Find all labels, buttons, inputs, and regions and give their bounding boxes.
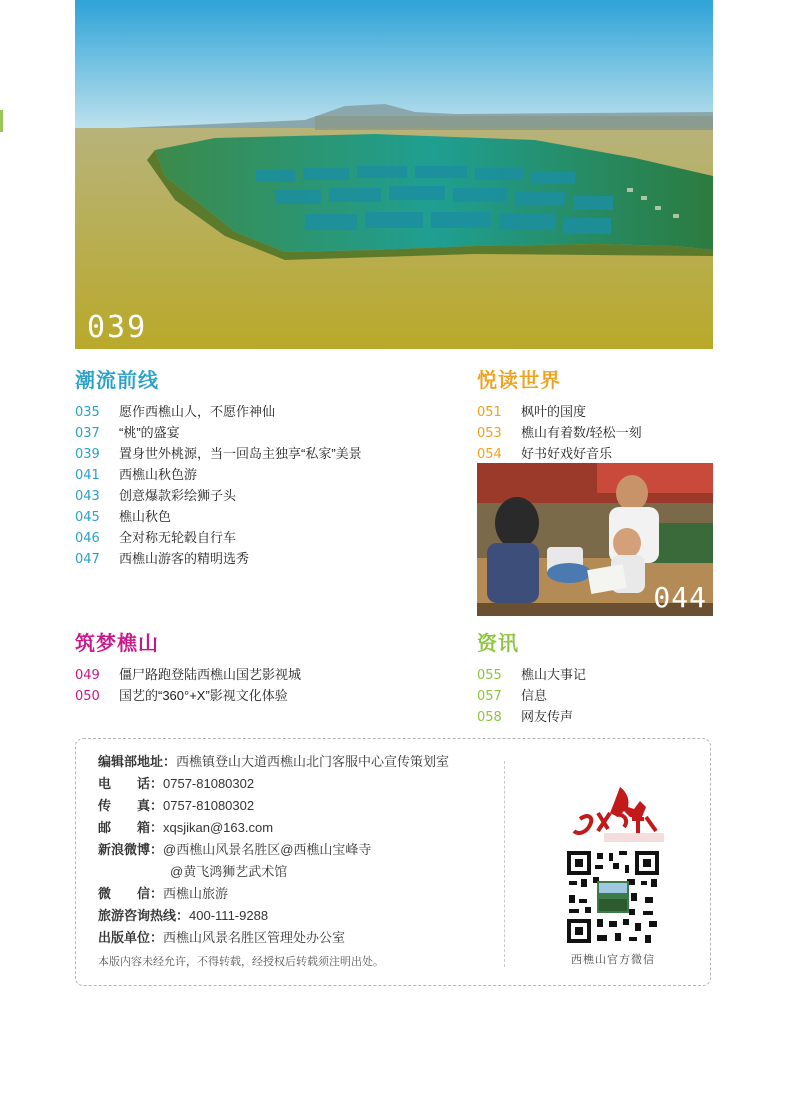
toc-title: 创意爆款彩绘狮子头 [119, 488, 237, 503]
weibo-value[interactable]: @西樵山风景名胜区@西樵山宝峰寺 [163, 842, 372, 857]
toc-item[interactable] [75, 664, 455, 685]
hotline-label: 旅游咨询热线： [98, 908, 190, 923]
fax-row [98, 795, 518, 817]
editorial-info-box [75, 738, 711, 986]
photo-page-number: 044 [653, 581, 707, 614]
toc-page-number: 043 [75, 489, 100, 504]
edge-mark [0, 110, 3, 132]
weibo-row [98, 839, 518, 861]
toc-list [75, 401, 455, 569]
section-chaoliu [75, 364, 455, 569]
toc-title: 信息 [521, 688, 548, 703]
toc-title: 愿作西樵山人，不愿作神仙 [119, 404, 276, 419]
toc-item[interactable] [477, 664, 713, 685]
toc-title: 樵山有着数/轻松一刻 [521, 425, 642, 440]
toc-page-number: 047 [75, 552, 100, 567]
divider [504, 761, 505, 967]
toc-item[interactable] [75, 443, 455, 464]
toc-title: 全对称无轮毂自行车 [119, 530, 237, 545]
publisher-value: 西樵山风景名胜区管理处办公室 [163, 930, 346, 945]
toc-item[interactable] [75, 685, 455, 706]
toc-page-number: 045 [75, 510, 100, 525]
toc-page-number: 050 [75, 689, 100, 704]
qr-code-icon [565, 849, 661, 945]
fax-label: 传 真： [98, 798, 164, 813]
toc-page-number: 035 [75, 405, 100, 420]
contact-details [98, 751, 518, 969]
toc-title: “桃”的盛宴 [119, 425, 180, 440]
section-zixun [477, 627, 713, 727]
toc-item[interactable] [477, 706, 713, 727]
toc-item[interactable] [75, 506, 455, 527]
section-title: 潮流前线 [75, 370, 159, 392]
toc-page-number: 046 [75, 531, 100, 546]
email-label: 邮 箱： [98, 820, 164, 835]
toc-page-number: 037 [75, 426, 100, 441]
toc-title: 西樵山游客的精明选秀 [119, 551, 250, 566]
toc-title: 枫叶的国度 [521, 404, 587, 419]
toc-item[interactable] [477, 443, 713, 464]
toc-item[interactable] [75, 464, 455, 485]
address-value: 西樵镇登山大道西樵山北门客服中心宣传策划室 [176, 754, 450, 769]
toc-page-number: 053 [477, 426, 502, 441]
toc-title: 网友传声 [521, 709, 574, 724]
section-title: 悦读世界 [477, 370, 561, 392]
toc-page-number: 039 [75, 447, 100, 462]
wechat-value: 西樵山旅游 [163, 886, 229, 901]
qr-caption: 西樵山官方微信 [571, 954, 655, 966]
wechat-row [98, 883, 518, 905]
toc-item[interactable] [477, 685, 713, 706]
toc-title: 国艺的“360°+X”影视文化体验 [119, 688, 288, 703]
weibo-row-2 [98, 861, 518, 883]
toc-page-number: 058 [477, 710, 502, 725]
hero-photo [75, 0, 713, 349]
section-title: 筑梦樵山 [75, 633, 159, 655]
weibo-value-2[interactable]: @黄飞鸿狮艺武术馆 [170, 864, 288, 879]
hero-page-number: 039 [87, 310, 148, 345]
toc-title: 西樵山秋色游 [119, 467, 198, 482]
magazine-logo [560, 783, 670, 849]
logo-icon [560, 783, 670, 849]
toc-page-number: 055 [477, 668, 502, 683]
weibo-label: 新浪微博： [98, 842, 164, 857]
toc-page-number: 057 [477, 689, 502, 704]
copyright-note: 本版内容未经允许，不得转载，经授权后转载须注明出处。 [98, 956, 384, 968]
publisher-row [98, 927, 518, 949]
toc-item[interactable] [477, 422, 713, 443]
toc-list [477, 401, 713, 464]
toc-title: 置身世外桃源，当一回岛主独享“私家”美景 [119, 446, 362, 461]
section-zhumeng [75, 627, 455, 706]
family-photo [477, 463, 713, 616]
publisher-label: 出版单位： [98, 930, 164, 945]
toc-page-number: 041 [75, 468, 100, 483]
email-value[interactable]: xqsjikan@163.com [163, 820, 274, 835]
toc-list [75, 664, 455, 706]
hotline-row [98, 905, 518, 927]
toc-item[interactable] [75, 422, 455, 443]
phone-label: 电 话： [98, 776, 164, 791]
wechat-label: 微 信： [98, 886, 164, 901]
phone-value[interactable]: 0757-81080302 [163, 776, 255, 791]
toc-page-number: 054 [477, 447, 502, 462]
toc-item[interactable] [477, 401, 713, 422]
toc-title: 樵山秋色 [119, 509, 172, 524]
toc-item[interactable] [75, 401, 455, 422]
toc-page-number: 049 [75, 668, 100, 683]
address-row [98, 751, 518, 773]
hero-photo-illustration [75, 0, 713, 349]
toc-page-number: 051 [477, 405, 502, 420]
toc-item[interactable] [75, 548, 455, 569]
toc-item[interactable] [75, 485, 455, 506]
phone-row [98, 773, 518, 795]
section-yuedu [477, 364, 713, 464]
hotline-value[interactable]: 400-111-9288 [189, 908, 269, 923]
fax-value: 0757-81080302 [163, 798, 255, 813]
toc-item[interactable] [75, 527, 455, 548]
toc-list [477, 664, 713, 727]
section-title: 资讯 [477, 633, 519, 655]
email-row [98, 817, 518, 839]
toc-title: 樵山大事记 [521, 667, 587, 682]
wechat-qr-code[interactable] [565, 849, 661, 945]
toc-title: 好书好戏好音乐 [521, 446, 613, 461]
address-label: 编辑部地址： [98, 754, 177, 769]
toc-title: 僵尸路跑登陆西樵山国艺影视城 [119, 667, 302, 682]
